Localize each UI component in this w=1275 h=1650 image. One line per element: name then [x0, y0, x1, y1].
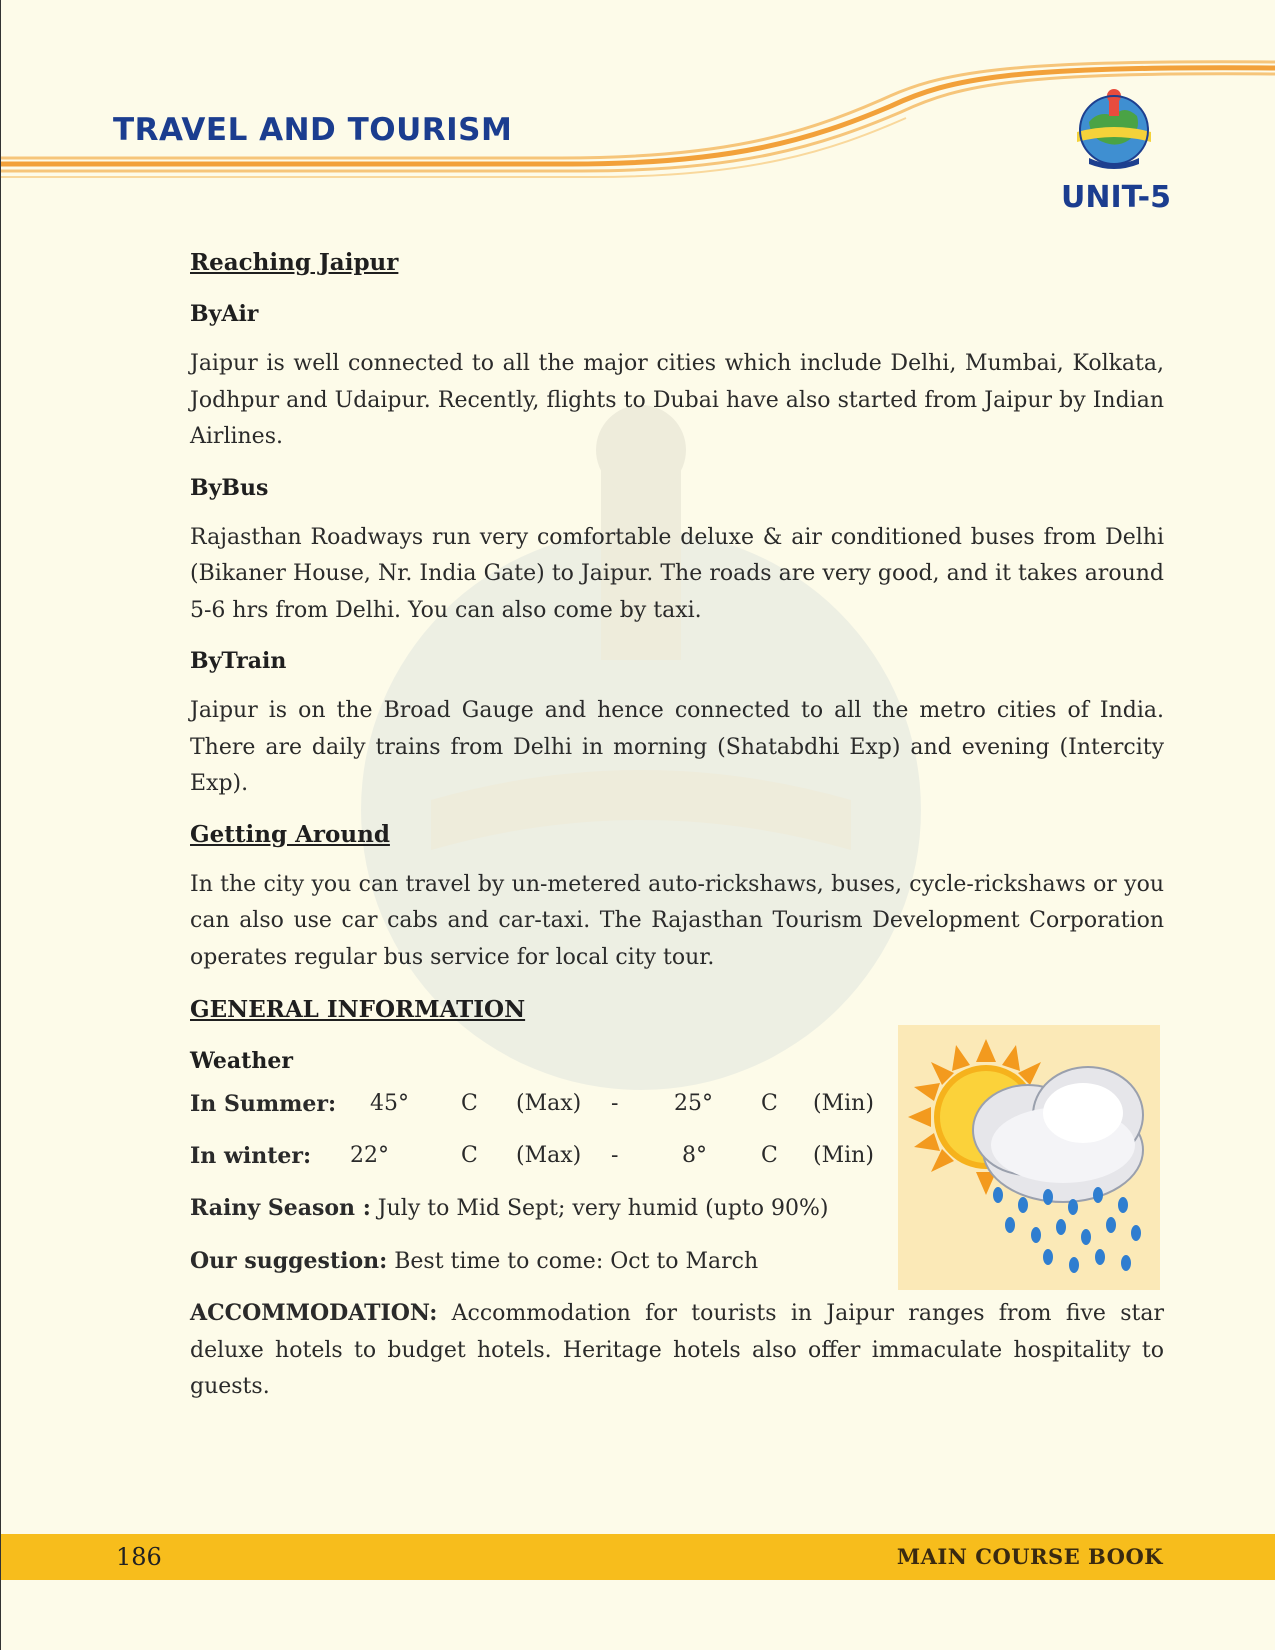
- suggestion-label: Our suggestion:: [190, 1248, 388, 1274]
- accommodation: [190, 1295, 1164, 1406]
- summer-max-unit: C: [461, 1091, 478, 1116]
- winter-max-value: 22°: [350, 1143, 389, 1168]
- rainy-label: Rainy Season :: [190, 1195, 371, 1221]
- summer-min-value: 25°: [674, 1091, 713, 1116]
- winter-min-unit: C: [761, 1143, 778, 1168]
- rainy-text: July to Mid Sept; very humid (upto 90%): [370, 1196, 829, 1221]
- getting-around-text: In the city you can travel by un-metered auto-rickshaws, buses, cycle-rickshaws or you can also use car cabs and car-taxi. The Rajasthan Tourism Development Corporation operates regular bus service for local city tour.: [190, 871, 1164, 970]
- getting-around-heading: Getting Around: [190, 820, 390, 848]
- summer-dash: -: [611, 1091, 619, 1116]
- winter-min-value: 8°: [682, 1143, 707, 1168]
- winter-label: In winter:: [190, 1143, 312, 1169]
- winter-max-unit: C: [461, 1143, 478, 1168]
- suggestion-text: Best time to come: Oct to March: [387, 1249, 759, 1274]
- by-bus-heading: ByBus: [190, 474, 269, 501]
- by-air-heading: ByAir: [190, 301, 259, 327]
- chapter-title: TRAVEL AND TOURISM: [113, 112, 513, 148]
- page-number: 186: [116, 1543, 162, 1571]
- sun-cloud-rain-icon: [898, 1025, 1160, 1290]
- by-air-text: Jaipur is well connected to all the major cities which include Delhi, Mumbai, Kolkata, Jodhpur and Udaipur. Recently, flights to Dubai have also started from Jaipur by Indian Airlines.: [190, 351, 1164, 449]
- reaching-heading: Reaching Jaipur: [190, 249, 399, 276]
- by-train-heading: ByTrain: [190, 648, 287, 674]
- general-info-heading: GENERAL INFORMATION: [190, 996, 526, 1023]
- weather-heading: Weather: [190, 1048, 293, 1074]
- by-bus-text: Rajasthan Roadways run very comfortable deluxe & air conditioned buses from Delhi (Bikaner House, Nr. India Gate) to Jaipur. The roads are very good, and it takes around 5-6 hrs from Delhi. You can also come by taxi.: [190, 524, 1164, 623]
- summer-min-label: (Min): [813, 1091, 874, 1116]
- summer-max-value: 45°: [370, 1091, 409, 1116]
- winter-max-label: (Max): [516, 1143, 582, 1168]
- winter-min-label: (Min): [813, 1143, 874, 1168]
- unit-label: UNIT-5: [1061, 180, 1172, 215]
- book-name: MAIN COURSE BOOK: [896, 1544, 1163, 1569]
- cbse-logo: [1069, 82, 1159, 174]
- summer-min-unit: C: [761, 1091, 778, 1116]
- summer-label: In Summer:: [190, 1091, 337, 1117]
- summer-max-label: (Max): [516, 1091, 582, 1116]
- winter-dash: -: [611, 1143, 619, 1168]
- by-train-text: Jaipur is on the Broad Gauge and hence connected to all the metro cities of India. There are daily trains from Delhi in morning (Shatabdhi Exp) and evening (Intercity Exp).: [190, 698, 1164, 796]
- accommodation-label: ACCOMMODATION:: [190, 1300, 438, 1326]
- accommodation-text: Accommodation for tourists in Jaipur ranges from five star deluxe hotels to budget hotels. Heritage hotels also offer immaculate hospitality to guests.: [190, 1301, 1164, 1399]
